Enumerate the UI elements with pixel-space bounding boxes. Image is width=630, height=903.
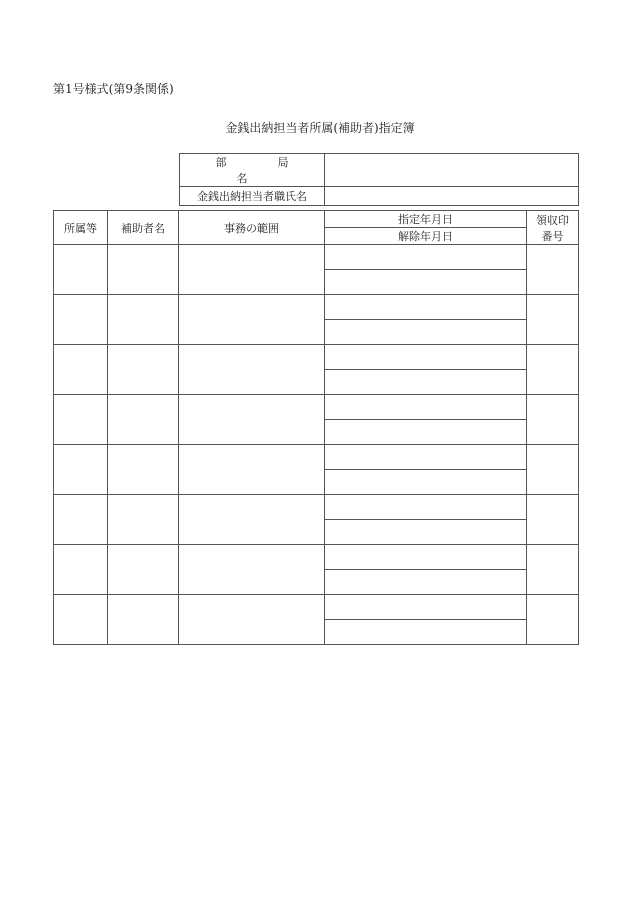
affiliation-cell[interactable] (54, 495, 108, 545)
table-row (54, 495, 579, 520)
scope-cell[interactable] (179, 295, 325, 345)
assistant-name-cell[interactable] (108, 295, 179, 345)
scope-cell[interactable] (179, 245, 325, 295)
header-receipt-seal: 領収印 (536, 213, 569, 227)
receipt-seal-number-cell[interactable] (527, 395, 579, 445)
release-date-cell[interactable] (325, 270, 527, 295)
table-row (54, 295, 579, 320)
assistant-name-cell[interactable] (108, 345, 179, 395)
header-receipt (527, 211, 579, 245)
designation-date-cell[interactable] (325, 545, 527, 570)
release-date-cell[interactable] (325, 620, 527, 645)
assistant-name-cell[interactable] (108, 445, 179, 495)
receipt-seal-number-cell[interactable] (527, 495, 579, 545)
scope-cell[interactable] (179, 395, 325, 445)
receipt-seal-number-cell[interactable] (527, 445, 579, 495)
scope-cell[interactable] (179, 495, 325, 545)
info-table (179, 153, 579, 206)
header-scope: 事務の範囲 (179, 211, 325, 245)
officer-value[interactable] (325, 187, 579, 206)
receipt-seal-number-cell[interactable] (527, 345, 579, 395)
document-title: 金銭出納担当者所属(補助者)指定簿 (225, 121, 415, 135)
designation-date-cell[interactable] (325, 345, 527, 370)
affiliation-cell[interactable] (54, 595, 108, 645)
release-date-cell[interactable] (325, 520, 527, 545)
designation-date-cell[interactable] (325, 445, 527, 470)
receipt-seal-number-cell[interactable] (527, 545, 579, 595)
scope-cell[interactable] (179, 595, 325, 645)
affiliation-cell[interactable] (54, 395, 108, 445)
table-row (54, 545, 579, 570)
assistant-name-cell[interactable] (108, 495, 179, 545)
table-row (54, 395, 579, 420)
affiliation-cell[interactable] (54, 345, 108, 395)
release-date-cell[interactable] (325, 320, 527, 345)
table-row (54, 595, 579, 620)
form-number: 第1号様式(第9条関係) (53, 82, 174, 96)
designation-date-cell[interactable] (325, 245, 527, 270)
assistant-name-cell[interactable] (108, 395, 179, 445)
assistant-name-cell[interactable] (108, 595, 179, 645)
designation-date-cell[interactable] (325, 595, 527, 620)
scope-cell[interactable] (179, 545, 325, 595)
header-release-date: 解除年月日 (325, 228, 527, 245)
release-date-cell[interactable] (325, 420, 527, 445)
receipt-seal-number-cell[interactable] (527, 245, 579, 295)
department-value[interactable] (325, 154, 579, 187)
header-assistant-name: 補助者名 (108, 211, 179, 245)
header-row-1 (54, 211, 579, 228)
header-affiliation: 所属等 (54, 211, 108, 245)
designation-date-cell[interactable] (325, 295, 527, 320)
department-label: 部 局 名 (180, 154, 325, 187)
info-row-department (180, 154, 579, 187)
designation-date-cell[interactable] (325, 495, 527, 520)
scope-cell[interactable] (179, 345, 325, 395)
release-date-cell[interactable] (325, 370, 527, 395)
scope-cell[interactable] (179, 445, 325, 495)
affiliation-cell[interactable] (54, 295, 108, 345)
affiliation-cell[interactable] (54, 245, 108, 295)
affiliation-cell[interactable] (54, 545, 108, 595)
receipt-seal-number-cell[interactable] (527, 295, 579, 345)
receipt-seal-number-cell[interactable] (527, 595, 579, 645)
table-row (54, 345, 579, 370)
table-row (54, 445, 579, 470)
header-receipt-number: 番号 (541, 229, 564, 243)
assistant-name-cell[interactable] (108, 545, 179, 595)
release-date-cell[interactable] (325, 570, 527, 595)
assistant-table (53, 210, 579, 645)
affiliation-cell[interactable] (54, 445, 108, 495)
release-date-cell[interactable] (325, 470, 527, 495)
designation-date-cell[interactable] (325, 395, 527, 420)
officer-label: 金銭出納担当者職氏名 (180, 187, 325, 206)
table-row (54, 245, 579, 270)
assistant-name-cell[interactable] (108, 245, 179, 295)
header-designation-date: 指定年月日 (325, 211, 527, 228)
info-row-officer (180, 187, 579, 206)
